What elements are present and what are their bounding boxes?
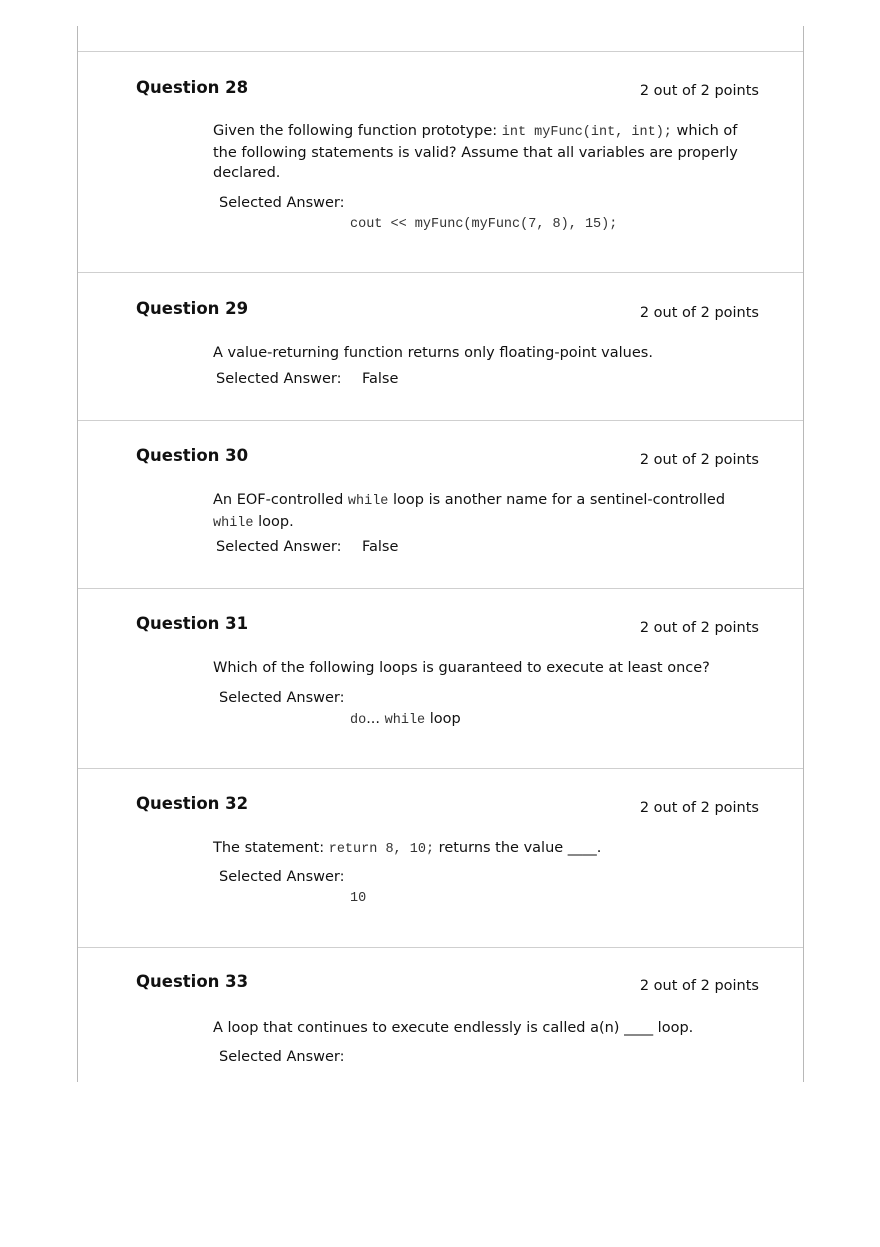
- question-points: 2 out of 2 points: [639, 83, 759, 99]
- question-title: Question 29: [136, 299, 249, 318]
- question-text: An EOF-controlled while loop is another name for a sentinel-controlled while loop.: [213, 492, 726, 531]
- divider: [78, 51, 803, 52]
- selected-answer-value: cout << myFunc(myFunc(7, 8), 15);: [350, 217, 618, 232]
- selected-answer-value: do... while loop: [350, 711, 461, 728]
- question-points: 2 out of 2 points: [639, 978, 759, 994]
- divider: [78, 272, 803, 273]
- selected-answer-value: False: [362, 539, 399, 555]
- selected-answer-value: False: [362, 371, 399, 387]
- question-text: A value-returning function returns only floating-point values.: [213, 345, 653, 361]
- question-title: Question 32: [136, 794, 249, 813]
- divider: [78, 420, 803, 421]
- question-title: Question 28: [136, 78, 249, 97]
- divider: [78, 947, 803, 948]
- question-points: 2 out of 2 points: [639, 452, 759, 468]
- question-title: Question 31: [136, 614, 249, 633]
- selected-answer-label: Selected Answer:: [219, 195, 345, 211]
- question-text: A loop that continues to execute endlessly is called a(n) ____ loop.: [213, 1020, 694, 1036]
- question-text: The statement: return 8, 10; returns the value ____.: [213, 840, 602, 857]
- selected-answer-label: Selected Answer:: [219, 869, 345, 885]
- selected-answer-label: Selected Answer:: [216, 371, 342, 387]
- question-points: 2 out of 2 points: [639, 620, 759, 636]
- questions-frame: [77, 26, 804, 1082]
- divider: [78, 588, 803, 589]
- selected-answer-label: Selected Answer:: [219, 1049, 345, 1065]
- question-title: Question 33: [136, 972, 249, 991]
- divider: [78, 768, 803, 769]
- question-text: Which of the following loops is guaranteed to execute at least once?: [213, 660, 710, 676]
- selected-answer-value: 10: [350, 891, 367, 906]
- question-points: 2 out of 2 points: [639, 305, 759, 321]
- question-text: Given the following function prototype: int myFunc(int, int); which of the following statements is valid? Assume that all variables are properly declared.: [213, 123, 738, 181]
- question-points: 2 out of 2 points: [639, 800, 759, 816]
- question-title: Question 30: [136, 446, 249, 465]
- selected-answer-label: Selected Answer:: [216, 539, 342, 555]
- selected-answer-label: Selected Answer:: [219, 690, 345, 706]
